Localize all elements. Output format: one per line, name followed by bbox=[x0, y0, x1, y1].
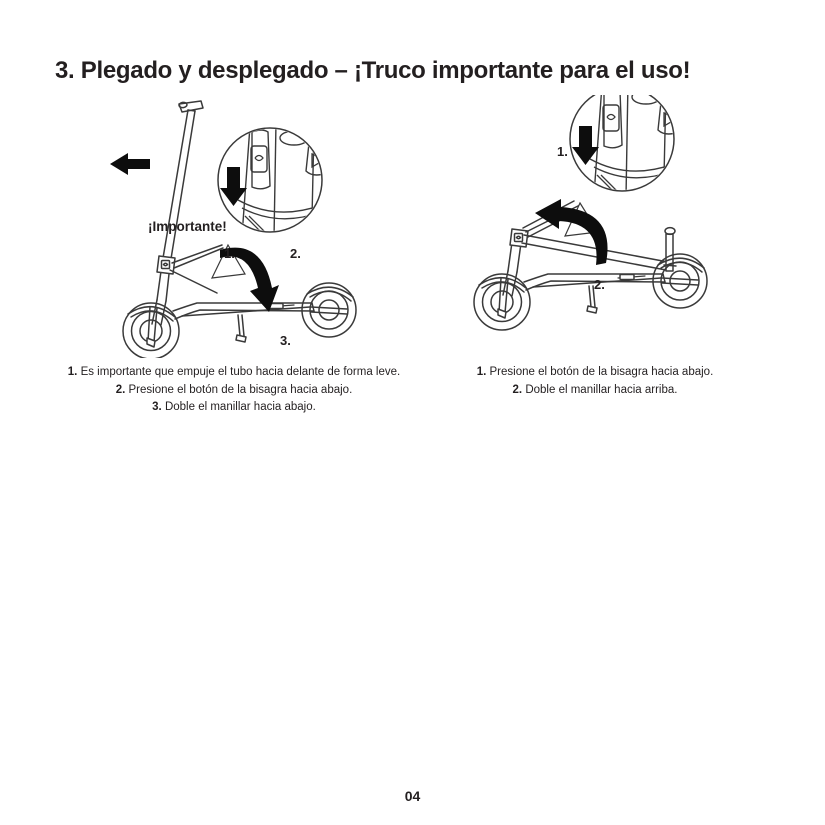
callout-tag-1: 1. bbox=[224, 246, 235, 261]
caption-line bbox=[450, 364, 740, 382]
caption-right bbox=[450, 364, 740, 399]
caption-left bbox=[44, 364, 424, 417]
callout-tag-2: 2. bbox=[594, 277, 605, 292]
caption-line bbox=[44, 382, 424, 400]
callout-tag-2: 2. bbox=[290, 246, 301, 261]
caption-line bbox=[44, 399, 424, 417]
caption-number: 1. bbox=[476, 366, 487, 378]
callout-tag-1: 1. bbox=[557, 144, 568, 159]
page-number: 04 bbox=[404, 788, 421, 804]
figure-folded-scooter bbox=[460, 95, 760, 358]
scooter-unfolded-illustration bbox=[62, 88, 422, 358]
caption-number: 2. bbox=[512, 383, 523, 396]
figure-unfolded-scooter bbox=[62, 88, 422, 358]
caption-number: 3. bbox=[152, 401, 162, 413]
caption-number: 2. bbox=[115, 383, 126, 396]
caption-text: Es importante que empuje el tubo hacia delante de forma leve. bbox=[80, 366, 401, 378]
arrow-left-icon bbox=[110, 153, 150, 175]
callout-tag-3: 3. bbox=[280, 333, 291, 348]
caption-text: Doble el manillar hacia abajo. bbox=[164, 401, 316, 413]
importante-label: ¡Importante! bbox=[148, 219, 227, 234]
page-title: 3. Plegado y desplegado – ¡Truco importante para el uso! bbox=[55, 57, 691, 85]
caption-line bbox=[44, 364, 424, 382]
caption-text: Presione el botón de la bisagra hacia abajo. bbox=[128, 383, 353, 396]
caption-number: 1. bbox=[67, 366, 78, 378]
scooter-folded-illustration bbox=[460, 95, 760, 358]
caption-line bbox=[450, 382, 740, 400]
caption-text: Doble el manillar hacia arriba. bbox=[525, 383, 678, 396]
caption-text: Presione el botón de la bisagra hacia abajo. bbox=[489, 366, 714, 378]
